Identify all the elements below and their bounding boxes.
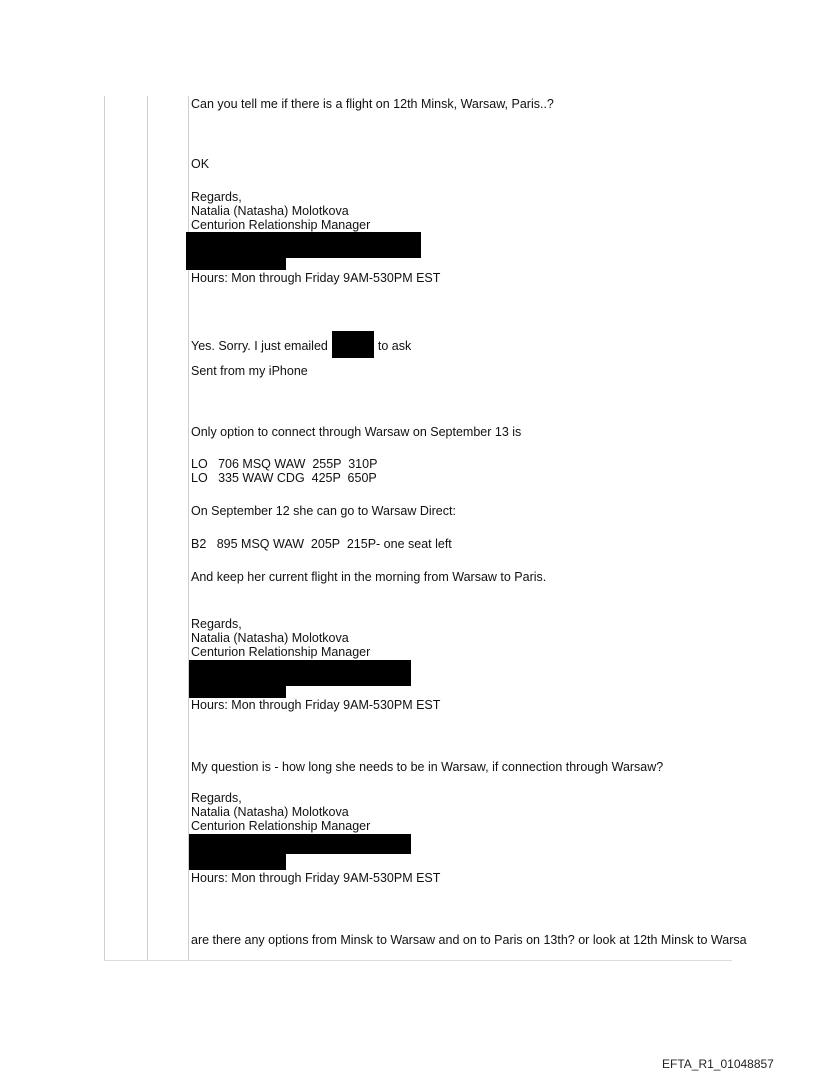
signature-regards: Regards, (191, 617, 242, 631)
signature-title: Centurion Relationship Manager (191, 218, 371, 232)
message-text: And keep her current flight in the morning from Warsaw to Paris. (191, 570, 547, 584)
table-border-bottom (104, 960, 732, 961)
message-text: are there any options from Minsk to Warsaw and on to Paris on 13th? or look at 12th Minsk to Warsa (191, 933, 747, 947)
flight-line: LO 706 MSQ WAW 255P 310P (191, 457, 378, 471)
message-text: OK (191, 157, 210, 171)
signature-hours: Hours: Mon through Friday 9AM-530PM EST (191, 271, 441, 285)
message-text: My question is - how long she needs to be in Warsaw, if connection through Warsaw? (191, 760, 664, 774)
flight-line: LO 335 WAW CDG 425P 650P (191, 471, 377, 485)
message-text-part: Yes. Sorry. I just emailed (191, 339, 328, 353)
redaction-inline (332, 331, 374, 358)
signature-regards: Regards, (191, 791, 242, 805)
sent-from-line: Sent from my iPhone (191, 364, 308, 378)
signature-title: Centurion Relationship Manager (191, 645, 371, 659)
signature-title: Centurion Relationship Manager (191, 819, 371, 833)
flight-line: B2 895 MSQ WAW 205P 215P- one seat left (191, 537, 452, 551)
message-text (191, 331, 411, 358)
signature-hours: Hours: Mon through Friday 9AM-530PM EST (191, 698, 441, 712)
redaction-block (189, 853, 286, 870)
redaction-block (189, 660, 411, 686)
signature-regards: Regards, (191, 190, 242, 204)
redaction-block (189, 834, 411, 854)
table-border-content (188, 96, 189, 961)
signature-name: Natalia (Natasha) Molotkova (191, 631, 349, 645)
signature-name: Natalia (Natasha) Molotkova (191, 805, 349, 819)
redaction-block (189, 685, 286, 698)
message-text: Only option to connect through Warsaw on September 13 is (191, 425, 522, 439)
document-id: EFTA_R1_01048857 (662, 1057, 774, 1071)
signature-hours: Hours: Mon through Friday 9AM-530PM EST (191, 871, 441, 885)
message-text: On September 12 she can go to Warsaw Direct: (191, 504, 456, 518)
redaction-block (186, 257, 286, 270)
table-border-left (104, 96, 105, 961)
message-text: Can you tell me if there is a flight on 12th Minsk, Warsaw, Paris..? (191, 97, 554, 111)
redaction-block (186, 232, 421, 258)
table-border-mid (147, 96, 148, 961)
signature-name: Natalia (Natasha) Molotkova (191, 204, 349, 218)
message-text-part: to ask (377, 339, 412, 353)
